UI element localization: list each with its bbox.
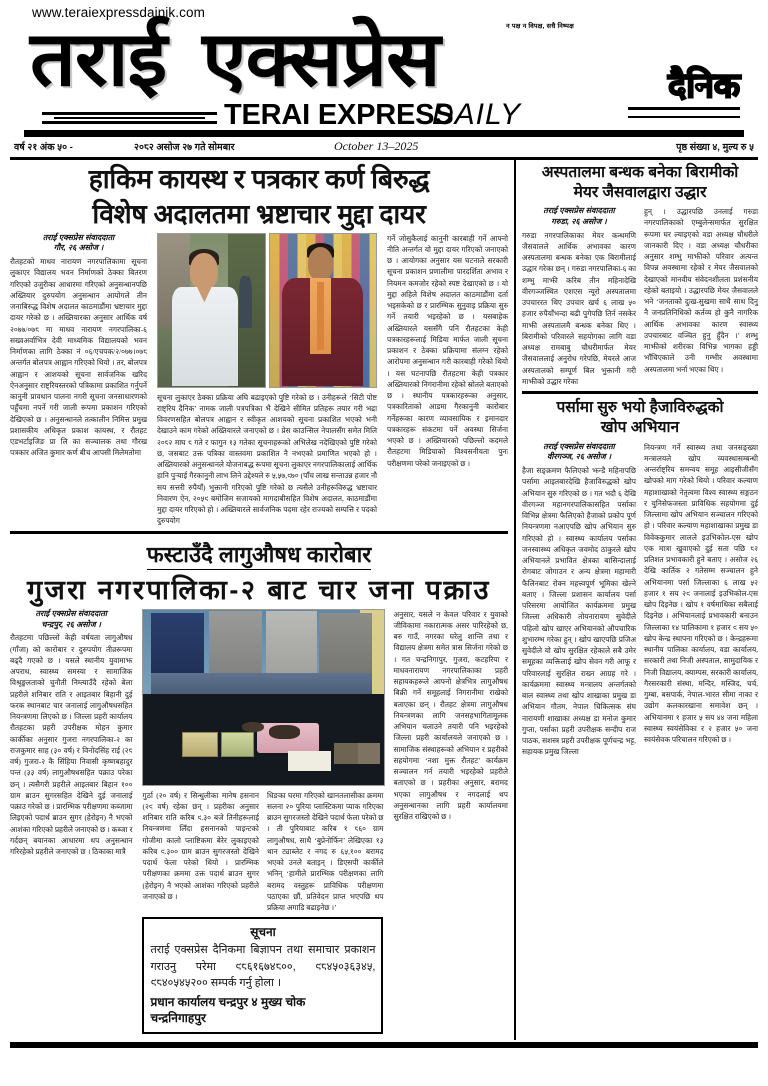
- volume-issue: वर्ष २१ अंक ५० -: [14, 141, 73, 153]
- notice-body: तराई एक्सप्रेस दैनिकमा बिज्ञापन तथा समाचार प्रकाशन गराउनु परेमा ९८६१६७४८००, ९८४५०३६३४५, ९८४०५४५२०० सम्पर्क गर्नु होला ।: [150, 944, 376, 990]
- lead-byline-place: गौर, २६ असोज ।: [53, 243, 104, 253]
- right2-byline-org: तराई एक्सप्रेस संवाददाता: [543, 441, 615, 451]
- second-column-2: [142, 790, 262, 914]
- title-part-express: एक्सप्रेस: [202, 16, 440, 102]
- dainik-badge: दैनिक: [668, 66, 740, 105]
- latin-daily-word: DAILY: [432, 97, 521, 131]
- lead-byline-org: तराई एक्सप्रेस संवाददाता: [42, 232, 115, 242]
- right1-byline-org: तराई एक्सप्रेस संवाददाता: [543, 206, 615, 216]
- right1-columns: [522, 206, 758, 387]
- right1-body-col2: हुन् । उद्धारपछि उनलाई गरुडा नगरपालिकाको एम्बुलेन्समार्फत सुरक्षित रूपमा घर ल्याइएको वडा अध्यक्ष चौधरीले जानकारी दिए । वडा अध्यक्ष चौधरीका अनुसार शम्भु माझीको परिवार अत्यन्त विपन्न अवस्थामा रहेको र मेयर जैसवालको देखाएको मानवीय संवेदनशीलता प्रशंसनीय रहेको बताइयो । उद्धारपछि मेयर जैसवालले भने ‘जनताको दुःख-सुखमा साथै साथ दिनु नै जनप्रतिनिधिको कर्तव्य हो कुनै नागरिक आर्थिक अभावका कारण स्वास्थ्य उपचारबाट वञ्चित हुनु हुँदैन ।’ शम्भु माझीको शरीरका विभिन्न भागका हड्डी भाँचिएकाले उनी गम्भीर अवस्थामा अस्पतालमा भर्ना भएका थिए ।: [644, 207, 758, 374]
- latin-newspaper-name: TERAI EXPRESS: [224, 98, 454, 131]
- lead-headline-line1: हाकिम कायस्थ र पत्रकार कर्ण बिरुद्ध: [88, 163, 430, 194]
- second-headline: गुजरा नगरपालिका-२ बाट चार जना पक्राउ: [27, 574, 491, 605]
- right2-body-col1: हैजा सङ्क्रमण फैलिएको झन्डै महिनापछि पर्सामा आइतबारदेखि हैजाविरुद्धको खोप अभियान सुरु गरिएको छ । गत भदौ ६ देखि वीरगञ्ज महानगरपालिकासहित पर्साका विभिन्न क्षेत्रमा फैलिएको हैजाको प्रकोप पूर्ण नियन्त्रणमा नआएपछि खोप अभियान सुरु गरिएको हो । स्वास्थ्य कार्यालय पर्साका जनस्वास्थ्य अधिकृत जवमोद ठाकुरले खोप अभियानले प्रभावित क्षेत्रका बासिन्दालाई रोगबाट जोगाउन र अन्य क्षेत्रमा महामारी फैलिनबाट रोक्न महत्त्वपूर्ण भूमिका खेल्ने बताए । जिल्ला प्रशासन कार्यालय पर्सा परिसरमा आयोजित कार्यक्रममा प्रमुख जिल्ला अधिकारी तोयनारायण सुवेदीले पहिलो खोप खाएर अभियानको औपचारिक शुभारम्भ गरेका हुन् । खोप खाएपछि प्रजिअ सुवेदीले यो खोप सुरक्षित रहेकाले सबै उमेर समूहका व्यक्तिलाई खोप सेवन गरी आफू र परिवारलाई सुरक्षित राख्न आग्रह गरे । कार्यक्रममा स्वास्थ्य मन्त्रालय अन्तर्गतको बाल स्वास्थ्य तथा खोप शाखाका प्रमुख डा अभियान गौतम, नेपाल चिकित्सक संघ नारायणी शाखाका अध्यक्ष डा मनोज कुमार गुप्ता, पर्साका प्रहरी उपरीक्षक सन्दीप राज पाठक, सशस्त्र प्रहरी उपरीक्षक पूर्णचन्द्र भट्ट, सहायक प्रमुख जिल्ला: [522, 466, 636, 757]
- right-zone: [516, 160, 758, 1040]
- decorative-rule: [42, 112, 217, 126]
- second-kicker: फस्टाउँदै लागुऔषध कारोबार: [147, 542, 372, 570]
- second-body-col1: रौतहटमा पछिल्लो केही वर्षयता लागुऔषध (गाँजा) को कारोबार र दुरुपयोग तीव्ररूपमा बढ्दै गएको छ । यसले स्थानीय युवामाझ अपराध, स्वास्थ्य समस्या र सामाजिक विश्रृङ्खलताको चुनौती निम्त्याउँदै रहेको बेला प्रहरीले शनिबार राति र आइतबार बिहानी दुई फरक स्थानबाट चार जनालाई लागुऔषधसहित नियन्त्रणमा लिएको छ । जिल्ला प्रहरी कार्यालय रौतहटका प्रहरी उपरीक्षक मोहन कुमार कार्कीका अनुसार गुजरा नगरपालिका-२ का राजकुमार साह (३० वर्ष) र विनोदसिंह राई (२८ वर्ष) गुजरा-२ कै सिंहिया निवासी कृष्णबहादुर पन्त (३३ वर्ष) लागुऔषधसहित पक्राउ परेका छन् । त्यसैगरी प्रहरीले आइतबार बिहान १०० ग्राम ब्राउन सुगरसहित देखिने दुई जनालाई पक्राउ गरेको छ । प्रारम्भिक परीक्षणमा कब्जामा लिइएको पदार्थ ब्राउन सुगर (हेरोइन) नै भएको आशंका गरिएको प्रहरीले जनाएको छ । कब्जा र गर्दछन् बयानका आधारमा थप अनुसन्धान गरिरहेको प्रहरीले जनाएको छ । ठिकाका मात्रै: [10, 633, 133, 857]
- lead-body-col1: रौतहटको माधव नारायण नगरपालिकामा सूचना लुकाएर विद्यालय भवन निर्माणको ठेक्का बितरण गरिएको उजुरीका आधारमा गरिएको अनुसन्धानपछि अख्तियार दुरुपयोग अनुसन्धान आयोगले तीन जनाबिरुद्ध विशेष अदालत काठमाडौंमा भ्रष्टाचार मुद्दा दायर गरेको छ । अख्तियारका अनुसार आर्थिक वर्ष २०७७/०७८ मा माधव नारायण नगरपालिका-६ सख्वअर्वाभित्र देवी माध्यमिक विद्यालयको भवन निर्माणका लागि ठेक्का नं ०६/एचपक/२/०७७।०७८ अन्तर्गत बोलपत्र आह्वान गरिएको थियो । तर, बोलपत्र आह्वान र आशयको सूचना सार्वजनिक खरिद ऐनअनुसार राष्ट्रियस्तरको पत्रिकामा प्रकाशित गर्नुपर्ने कानुनी प्रावधान पालना नगरी सूचना जनसाधारणको पहुँचमा नपर्ने गरी जाली रूपमा प्रकाशन गरिएको देखिएको छ । अनुसन्धानले तत्कालीन निमित्त प्रमुख प्रशासकीय अधिकृत प्रकाश कायस्थ, र रौतहट एडभर्टाइजिङ प्रा लि का सञ्चालक तथा गौरख पत्रकार अजित कुमार कर्ण बीच आपसी मिलेमतोमा: [10, 257, 147, 458]
- right1-headline-line2: मेयर जैसवालद्वारा उद्धार: [573, 183, 707, 201]
- right2-column-2: [640, 442, 758, 758]
- notice-box[interactable]: [142, 917, 383, 1034]
- story-divider-1: [10, 531, 508, 534]
- website-url[interactable]: www.teraiexpressdainik.com: [32, 5, 205, 20]
- lead-photo-pair: [157, 233, 377, 388]
- nepali-date: २०८२ असोज २७ गते सोमबार: [134, 141, 235, 153]
- right2-headline-line2: खोप अभियान: [600, 419, 680, 437]
- second-byline-place: चन्द्रपुर, २६ असोज ।: [41, 619, 101, 629]
- dainik-underline: [628, 107, 740, 118]
- title-part-terai: तराई: [30, 16, 167, 102]
- newspaper-title: [30, 16, 768, 102]
- page-content: [10, 160, 758, 1040]
- lead-story[interactable]: [10, 163, 508, 527]
- nameplate-wrap: [14, 16, 754, 131]
- second-body-col2: गुर्ठा (२० वर्ष) र सिन्धुलीका मानेष हसनान (२९ वर्ष) रहेका छन् । प्रहरीका अनुसार शनिबार राति करिब ९.३० बजे तिनीहरूलाई नियन्त्रणमा लिँदा हसनानको पाइन्टको गोजीमा कालो प्लाष्टिकमा बेरेर लुकाइएको करिब ९.३०० ग्राम ब्राउन सुगरजस्तो देखिने पदार्थ फेला परेको थियो । प्रारम्भिक परीक्षणका क्रममा उक्त पदार्थ ब्राउन सुगर (हेरोइन) नै भएको आशंका गरिएको प्रहरीले जनाएको छ ।: [142, 790, 259, 901]
- second-kicker-wrap: [10, 538, 508, 571]
- lead-columns: [10, 233, 508, 527]
- tagline: न पक्ष न विपक्ष, सधै निष्पक्ष: [506, 22, 574, 30]
- right-story-hospital[interactable]: [522, 163, 758, 387]
- lead-body-col3: गर्ने जोसुकैलाई कानुनी कारबाही गर्ने आफ्नो नीति अन्तर्गत यो मुद्दा दायर गरिएको जनाएको छ । आयोगका अनुसार यस घटनाले सरकारी सूचना प्रकाशन प्रणालीमा पारदर्शिता अभाव र नियमन कमजोर रहेको स्पष्ट देखाएको छ । यो मुद्दा अहिले विशेष अदालत काठमाडौंमा दर्ता भइसकेको छ र प्रारम्भिक सुनुवाइ प्रक्रिया सुरु गर्ने तयारी भइरहेको छ । यसबाहेक अख्तियारले यससँगै पनि रौतहटका केही पत्रकारहरूलाई मिडिया मार्फत जाली सूचना प्रकाशन र ठेक्का प्रक्रियामा संलग्न रहेको आरोपमा अनुसन्धान गरी कारबाही गरेको थियो । यस घटनापछि रौतहटमा केही पत्रकार अख्तियारको निगरानीमा रहेको स्रोतले बताएको छ । स्थानीय पत्रकारहरूका अनुसार, पत्रकारिताको आडमा गैरकानुनी कारोबार गर्नेहरूका कारण व्यावसायिक र इमानदार पत्रकारहरू संकटमा पर्ने अवस्था सिर्जना भएको छ । अख्तियारको पछिल्लो कदमले रौतहटमा मिडियाको विश्वसनीयता पुनः परीक्षणमा परेको जनाइएको छ ।: [387, 233, 508, 468]
- second-body-col3: धिङका घरमा गरिएको खानतलासीका क्रममा सलना २० पुरिया प्लास्टिकमा प्याक गरिएका ब्राउन सुगरजस्तो देखिने पदार्थ फेला परेको छ । ती पुरियाबाट करिब १ ८६० ग्राम लागुऔषध, साथै ‘बुप्रेनोर्फिन’ लेखिएका १३ थान ट्याब्लेट र नगद रु ६५,१०० बरामद भएको उनले बताइन् । डिएसपी कार्कीले भनिन् ‘हामीले प्रारम्भिक परीक्षणका लागि बरामद वस्तुहरू प्राविधिक परीक्षणमा पठाएका छौं, प्रतिवेदन प्राप्त भएपछि थप प्रक्रिया अगाडि बढाइनेछ ।’: [266, 790, 384, 913]
- story-divider-2: [522, 391, 758, 394]
- english-date: October 13–2025: [334, 138, 419, 153]
- right1-byline-place: गरुडा, २६ असोज ।: [551, 216, 607, 226]
- masthead: [0, 0, 768, 137]
- right1-column-1: [522, 206, 640, 387]
- second-column-1: [10, 609, 137, 1035]
- right2-body-col2: नियन्त्रण गर्ने स्वास्थ्य तथा जनसङ्ख्या मन्त्रालयले खोप व्यवस्थासम्बन्धी अन्तर्राष्ट्रिय समन्वय समूह आइसीजीसँग खोपको माग गरेको थियो । परिवार कल्याण महाशाखाको नेतृत्वमा विश्व स्वास्थ्य सङ्गठन र युनिसेफजस्ता प्राविधिक सहयोगमा दुई जिल्लामा खोप अभियान सञ्चालन गरिएको हो । परिवार कल्याण महाशाखाका प्रमुख डा विवेककुमार लालले इउभिकोल-एस खोप एक मात्रा खुवाएको दुई सता पछि ८२ प्रतिशत प्रभावकारी हुने बताए । असोज २६ देखि कार्तिक २ गतेसम्म सञ्चालन हुने अभियानमा पर्सा जिल्लाका ६ लाख ५२ हजार १ सय २९ जनालाई इउभिकोल-एस खोप दिइनेछ । खोप १ वर्षमाथिका सबैलाई दिइनेछ । अभियानलाई प्रभावकारी बनाउन जिल्लाका १४ पालिकामा १ हजार ९ सय ५० खोप केन्द्र स्थापना गरिएको छ । केन्द्रहरूमा स्थानीय पालिका कार्यालय, वडा कार्यालय, सरकारी तथा निजी अस्पताल, सामुदायिक र निजी विद्यालय, क्याम्पस, सरकारी कार्यालय, गैरसरकारी संस्था, मन्दिर, मस्जिद, चर्च, गुम्बा, बसपार्क, नेपाल-भारत सीमा नाका र उद्योग कलकारखाना समावेश छन् । अभियानमा १ हजार ५ सय ४४ जना महिला स्वास्थ्य स्वयंसेविका र २ हजार ५० जना स्वयंसेवक परिचालन गरिएको छ ।: [644, 442, 758, 744]
- right2-byline-place: वीरगञ्ज, २६ असोज ।: [546, 452, 611, 462]
- notice-title: सूचना: [250, 925, 276, 940]
- issue-info-bar: [10, 137, 758, 160]
- right2-columns: [522, 442, 758, 758]
- photo-accused-official: [157, 233, 266, 388]
- right2-headline-line1: पर्सामा सुरु भयो हैजाविरुद्धको: [556, 399, 724, 417]
- notice-address-line1: प्रधान कार्यालय चन्द्रपुर ४ मुख्य चोक: [150, 994, 306, 1009]
- second-column-4: [388, 609, 508, 1035]
- right1-body-col1: गरुडा नगरपालिकाका मेयर कन्थमणि जैसवालले आर्थिक अभावका कारण अस्पतालमा बन्धक बनेका एक बिरामीलाई उद्धार गरेका छन् । गरुडा नगरपालिका-६ का शम्भु माझी करिब तीन महिनादेखि वीरगञ्जस्थित एशएस न्यूरो अस्पतालमा उपचाररत थिए उपचार खर्च ६ लाख ५० हजार रुपैयाँभन्दा बढी पुगेपछि तिर्न नसकेर माझी अस्पतालमै बन्धक बनेका थिए । बिरामीको परिवारले सहयोगका लागि वडा अध्यक्ष रामबाबु चौधरीमार्फत मेयर जैसवाललाई अनुरोध गरेपछि, मेयरले आज अस्पतालको सम्पूर्ण बिल भुक्तानी गरी माझीको उद्धार गरेका: [522, 230, 636, 386]
- right1-column-2: [640, 206, 758, 387]
- photo-accused-journalist: [269, 233, 378, 388]
- left-zone: [10, 160, 516, 1040]
- second-subcolumns: [142, 790, 383, 914]
- right1-headline-line1: अस्पतालमा बन्धक बनेका बिरामीको: [541, 163, 739, 181]
- second-column-3: [263, 790, 383, 914]
- lead-column-3: [382, 233, 508, 527]
- second-story[interactable]: [10, 538, 508, 1035]
- photo-drug-seizure: [142, 609, 385, 786]
- lead-column-1: [10, 233, 152, 527]
- second-body-col4: अनुसार, यसले न केवल परिवार र युवाको जीविकामा नकारात्मक असर पारिरहेको छ, बरु गाउँ, नगरका घरेलु शान्ति तथा र विद्यालय क्षेत्रमा समेत त्रास सिर्जना गरेको छ । गत चन्द्रनिगापुर, गुजरा, कटहरिया र माधवनारायण नगरपालिकाका प्रहरी सहायकहरूले आफ्नो क्षेत्रभित्र लागुऔषध बिक्री गर्ने समूहलाई निगरानीमा राखेको बताएका छन् । रौतहट क्षेत्रमा लागुऔषध नियन्त्रणका लागि जनसहभागितामूलक अभियान चलाउने तयारी पनि भइरहेको जिल्ला प्रहरी कार्यालयले जनाएको छ । सामाजिक संस्थाहरूको अभियान र प्रहरीको सहयोगमा ‘नशा मुक्त रौतहट’ कार्यक्रम सञ्चालन गर्न तयारी भइरहेको प्रहरीले बताएको छ । प्रहरीका अनुसार, बरामद भएका लागुऔषध र नगदलाई थप अनुसन्धानका लागि प्रहरी कार्यालयमा सुरक्षित राखिएको छ ।: [393, 609, 508, 822]
- right2-column-1: [522, 442, 640, 758]
- second-photo-and-cols: [137, 609, 388, 1035]
- second-columns: [10, 609, 508, 1035]
- second-byline-org: तराई एक्सप्रेस संवाददाता: [35, 608, 107, 618]
- page-bottom-rule: [10, 1042, 758, 1048]
- lead-photo-and-col2: [152, 233, 382, 527]
- subplate-row: [14, 66, 754, 133]
- pages-price: पृष्ठ संख्या ४, मुल्य रु ५: [676, 141, 754, 153]
- notice-address-line2: चन्द्रनिगाहपुर: [150, 1011, 206, 1026]
- lead-body-col2: सूचना लुकाएर ठेक्का प्रक्रिया अघि बढाइएको पुष्टि गरेको छ । उनीहरूले ‘सिटी पोष्ट राष्ट्रिय दैनिक’ नामक जाली पत्रपत्रिका भै देखिने सीमित प्रतिहरू तयार गरी भद्रा विवरणसहित बोलपत्र आह्वान र स्वीकृत आशयको सूचना प्रकाशित भएको भनी देखाउने काम गरेको अख्तियारले जनाएको छ । प्रेस काउन्सिल नेपालसँग समेत मिलि २०८२ माघ ८ गते र फागुन १३ गतेका सूचनाहरूको अभिलेख नदेखिएको पुष्टि गरेको छ, जसबाट उक्त पत्रिका वास्तवमा प्रकाशित नै नभएको प्रमाणित भएको हो । अख्तियारको अनुसन्धानले योजनाबद्ध रूपमा सूचना लुकाएर नगरपालिकालाई आर्थिक हानि पुर्‍याई गैरकानुनी लाभ लिने उद्देश्यले रु ५,५७,९७० (पाँच लाख सन्ताउन्न हजार नौ सय सत्तरी रुपैयाँ) भुक्तानी गरिएको पुष्टि गरेको छ त्यसैले उनीहरूविरुद्ध भ्रष्टाचार निवारण ऐन, २०५९ बमोजिम सजायको मागदाबीसहित विशेष अदालत, काठमाडौंमा मुद्दा दायर गरिएको हो । अख्तियारले सार्वजनिक पदमा रहेर राज्यको सम्पत्ति र पदको दुरुपयोग: [157, 392, 377, 526]
- right-story-cholera[interactable]: [522, 398, 758, 757]
- lead-headline-line2: विशेष अदालतमा भ्रष्टाचार मुद्दा दायर: [92, 199, 426, 230]
